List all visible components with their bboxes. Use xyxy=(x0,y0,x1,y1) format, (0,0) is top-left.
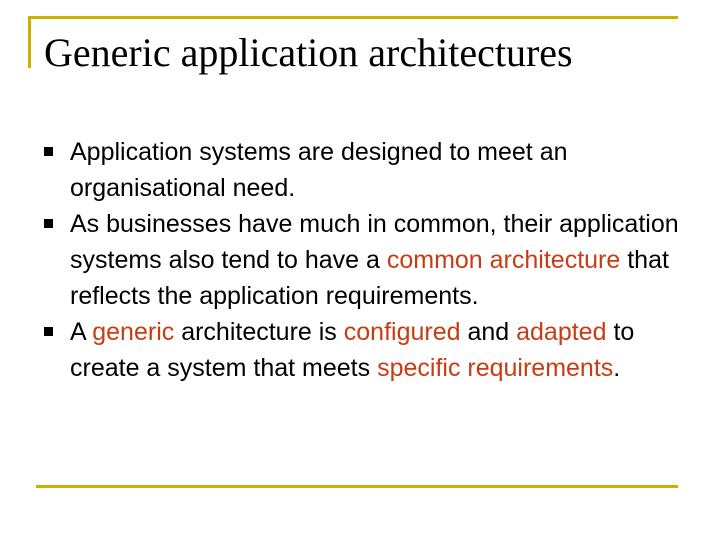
highlighted-term: configured xyxy=(343,318,461,346)
square-bullet-icon xyxy=(44,327,53,336)
top-rule xyxy=(28,16,678,19)
highlighted-term: generic xyxy=(92,318,175,346)
left-rule xyxy=(28,16,31,68)
highlighted-term: adapted xyxy=(516,318,607,346)
bullet-item xyxy=(44,134,684,206)
highlighted-term: specific requirements xyxy=(377,354,614,382)
bullet-text xyxy=(70,138,568,202)
bullet-item xyxy=(44,314,684,386)
bullet-item xyxy=(44,206,684,314)
bullet-text-segment: A xyxy=(70,318,93,346)
bullet-text-segment: . xyxy=(613,354,621,382)
square-bullet-icon xyxy=(44,147,53,156)
bullet-text-segment: architecture is xyxy=(174,318,344,346)
bullet-text-segment: to create a system that meets xyxy=(70,318,635,382)
bullet-text-segment: As businesses have much in common, their application systems also tend to have a xyxy=(70,210,679,274)
bullet-text xyxy=(70,318,634,382)
bottom-rule xyxy=(36,485,678,488)
highlighted-term: common architecture xyxy=(386,246,621,274)
bullet-list xyxy=(44,134,684,386)
bullet-text-segment: and xyxy=(460,318,517,346)
slide-title: Generic application architectures xyxy=(44,30,573,75)
bullet-text-segment: Application systems are designed to meet an organisational need. xyxy=(70,138,568,202)
bullet-text-segment: that reflects the application requirements. xyxy=(70,246,669,310)
bullet-text xyxy=(70,210,679,310)
square-bullet-icon xyxy=(44,219,53,228)
